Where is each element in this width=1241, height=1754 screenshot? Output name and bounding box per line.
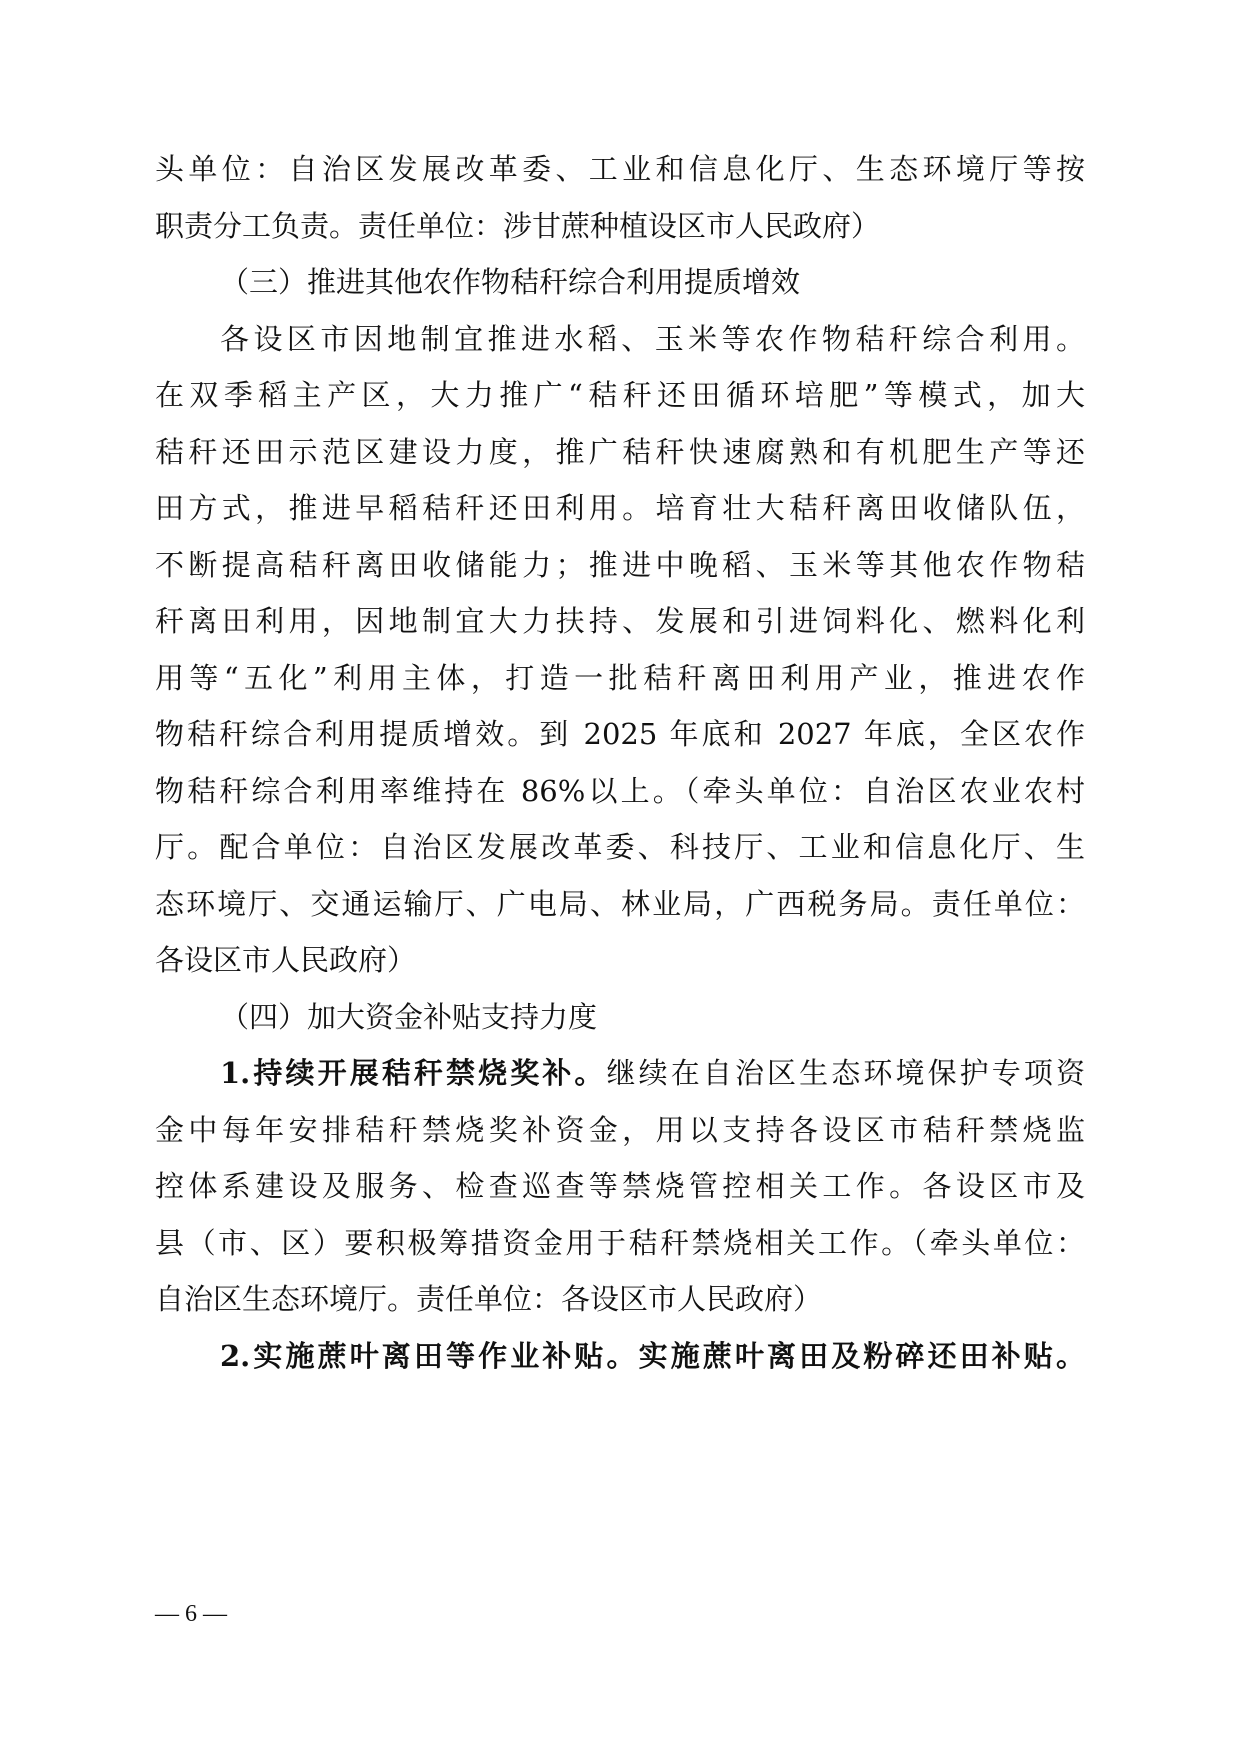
body-text-line: 头单位：自治区发展改革委、工业和信息化厅、生态环境厅等按 [155,152,1085,186]
body-text-line: 物秸秆综合利用率维持在 86%以上。（牵头单位：自治区农业农村 [155,774,1085,808]
body-text-line: 物秸秆综合利用提质增效。到 2025 年底和 2027 年底，全区农作 [155,717,1085,751]
body-text-line: 态环境厅、交通运输厅、广电局、林业局，广西税务局。责任单位： [155,887,1085,921]
body-text-line: 职责分工负责。责任单位：涉甘蔗种植设区市人民政府） [155,209,881,243]
body-text-line: 自治区生态环境厅。责任单位：各设区市人民政府） [155,1282,823,1316]
body-text-line: 各设区市人民政府） [155,943,417,977]
body-text-line: 秸秆还田示范区建设力度，推广秸秆快速腐熟和有机肥生产等还 [155,435,1085,469]
body-text-line: 厅。配合单位：自治区发展改革委、科技厅、工业和信息化厅、生 [155,830,1085,864]
body-text-line: 金中每年安排秸秆禁烧奖补资金，用以支持各设区市秸秆禁烧监 [155,1113,1085,1147]
body-text-line: 控体系建设及服务、检查巡查等禁烧管控相关工作。各设区市及 [155,1169,1085,1203]
body-text-line: 秆离田利用，因地制宜大力扶持、发展和引进饲料化、燃料化利 [155,604,1085,638]
subsection-body: 继续在自治区生态环境保护专项资 [606,1056,1085,1090]
section-heading: （四）加大资金补贴支持力度 [220,1000,598,1034]
body-text-line [220,1054,1085,1094]
subsection-title: 2.实施蔗叶离田等作业补贴。实施蔗叶离田及粉碎还田补贴。 [220,1339,1085,1373]
body-text-line: 不断提高秸秆离田收储能力；推进中晚稻、玉米等其他农作物秸 [155,548,1085,582]
body-text-line: 用等“五化”利用主体，打造一批秸秆离田利用产业，推进农作 [155,661,1085,695]
body-text-line: 在双季稻主产区，大力推广“秸秆还田循环培肥”等模式，加大 [155,378,1085,412]
page-number: — 6 — [155,1601,227,1627]
section-heading: （三）推进其他农作物秸秆综合利用提质增效 [220,265,801,299]
body-text-line: 田方式，推进早稻秸秆还田利用。培育壮大秸秆离田收储队伍， [155,491,1085,525]
body-text-line: 各设区市因地制宜推进水稻、玉米等农作物秸秆综合利用。 [220,322,1085,356]
body-text-line: 县（市、区）要积极筹措资金用于秸秆禁烧相关工作。（牵头单位： [155,1226,1085,1260]
subsection-title: 1.持续开展秸秆禁烧奖补。 [220,1056,607,1090]
